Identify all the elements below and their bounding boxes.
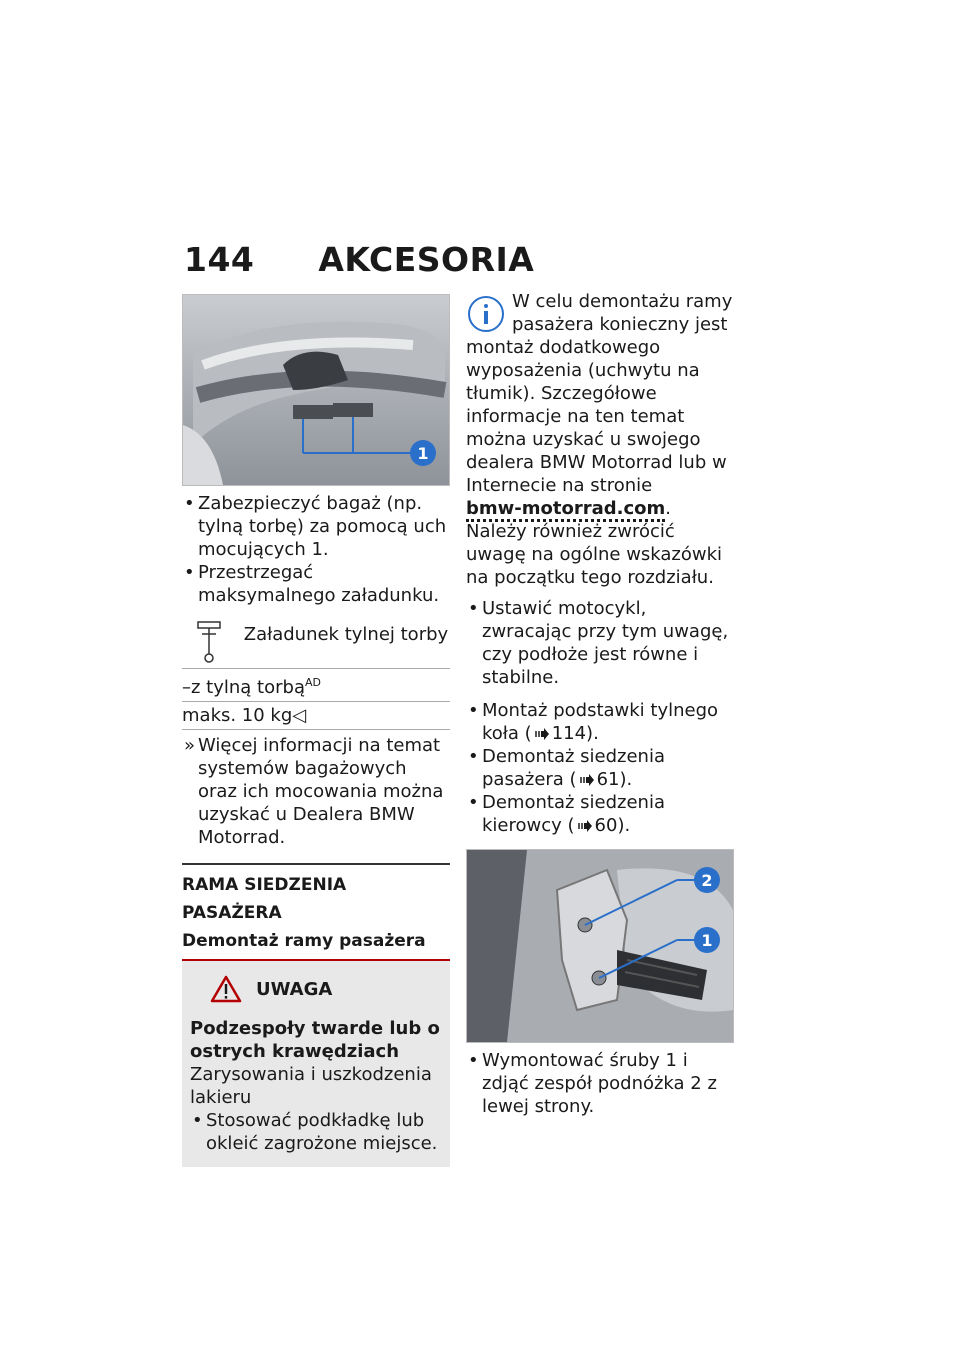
- page-ref-arrow-icon: [578, 820, 592, 832]
- luggage-hooks-photo: [182, 294, 450, 486]
- info-rest: montaż dodatkowego wyposażenia (uchwytu na tłumik). Szczegółowe informacje na ten temat można uzyskać u swojego dealera BMW Motorrad lub w Internecie na stronie: [466, 337, 727, 496]
- section-title: RAMA SIEDZENIA PASAŻERA: [182, 863, 450, 927]
- warning-bullets: [190, 1109, 444, 1155]
- final-bullets: [466, 1049, 738, 1118]
- list-item: • Stosować podkładkę lub okleić zagrożone miejsce.: [190, 1109, 444, 1155]
- chapter-title: AKCESORIA: [318, 240, 535, 279]
- weight-scale-icon: [196, 620, 222, 664]
- website-link[interactable]: bmw-motorrad.com: [466, 498, 665, 522]
- list-item: • Ustawić motocykl, zwracając przy tym uwagę, czy podłoże jest równe i stabilne.: [466, 597, 738, 689]
- left-bullets: [182, 492, 450, 607]
- list-item: • Demontaż siedzenia pasażera ( 61).: [466, 745, 738, 791]
- load-table-title: Załadunek tylnej torby: [243, 624, 449, 645]
- page-ref[interactable]: 61: [596, 769, 620, 790]
- info-after: Należy również zwrócić uwagę na ogólne wskazówki na początku tego rozdziału.: [466, 521, 723, 588]
- warning-text: Zarysowania i uszkodzenia lakieru: [190, 1064, 432, 1108]
- photo2-callout-1: 1: [701, 931, 713, 950]
- load-table-row2: maks. 10 kg◁: [182, 705, 307, 726]
- footrest-photo: [466, 849, 734, 1043]
- load-table-row1-sup: AD: [304, 676, 321, 689]
- load-table-row1: –z tylną torbą: [182, 677, 305, 698]
- page-ref-arrow-icon: [535, 728, 549, 740]
- info-note: W celu demontażu ramy pasażera konieczny jest montaż dodatkowego wyposażenia (uchwytu na tłumik). Szczegółowe informacje na ten temat można uzyskać u swojego dealera BMW Motorrad lub w Internecie na stronie bmw-motorrad.com. Należy również zwrócić uwagę na ogólne wskazówki na początku tego rozdziału.: [466, 290, 738, 589]
- list-item: • Montaż podstawki tylnego koła ( 114).: [466, 699, 738, 745]
- list-item: • Wymontować śruby 1 i zdjąć zespół podnóżka 2 z lewej strony.: [466, 1049, 738, 1118]
- left-column: [182, 294, 450, 1167]
- right-column: [466, 290, 738, 1118]
- right-bullets: [466, 597, 738, 689]
- steps-list: [466, 699, 738, 837]
- info-icon: [466, 294, 506, 334]
- list-item: • Demontaż siedzenia kierowcy ( 60).: [466, 791, 738, 837]
- more-info-list: [182, 734, 450, 849]
- warning-heading: Podzespoły twarde lub o ostrych krawędziach: [190, 1018, 440, 1062]
- list-item: • Zabezpieczyć bagaż (np. tylną torbę) za pomocą uch mocujących 1.: [182, 492, 450, 561]
- photo1-callout: 1: [417, 444, 429, 463]
- load-table: [182, 611, 450, 730]
- warning-box: [182, 959, 450, 1167]
- info-line1: W celu demontażu ramy: [512, 291, 733, 312]
- page-number: 144: [184, 240, 255, 279]
- more-info-text: » Więcej informacji na temat systemów bagażowych oraz ich mocowania można uzyskać u Dealera BMW Motorrad.: [182, 734, 450, 849]
- page-header: [184, 240, 534, 279]
- page-ref-arrow-icon: [580, 774, 594, 786]
- page-ref[interactable]: 60: [594, 815, 618, 836]
- page-ref[interactable]: 114: [551, 723, 587, 744]
- subsection-title: Demontaż ramy pasażera: [182, 931, 426, 951]
- list-item: • Przestrzegać maksymalnego załadunku.: [182, 561, 450, 607]
- warning-triangle-icon: [210, 975, 242, 1003]
- warning-label: UWAGA: [256, 978, 333, 1000]
- photo2-callout-2: 2: [701, 871, 713, 890]
- info-line2: pasażera konieczny jest: [512, 314, 728, 335]
